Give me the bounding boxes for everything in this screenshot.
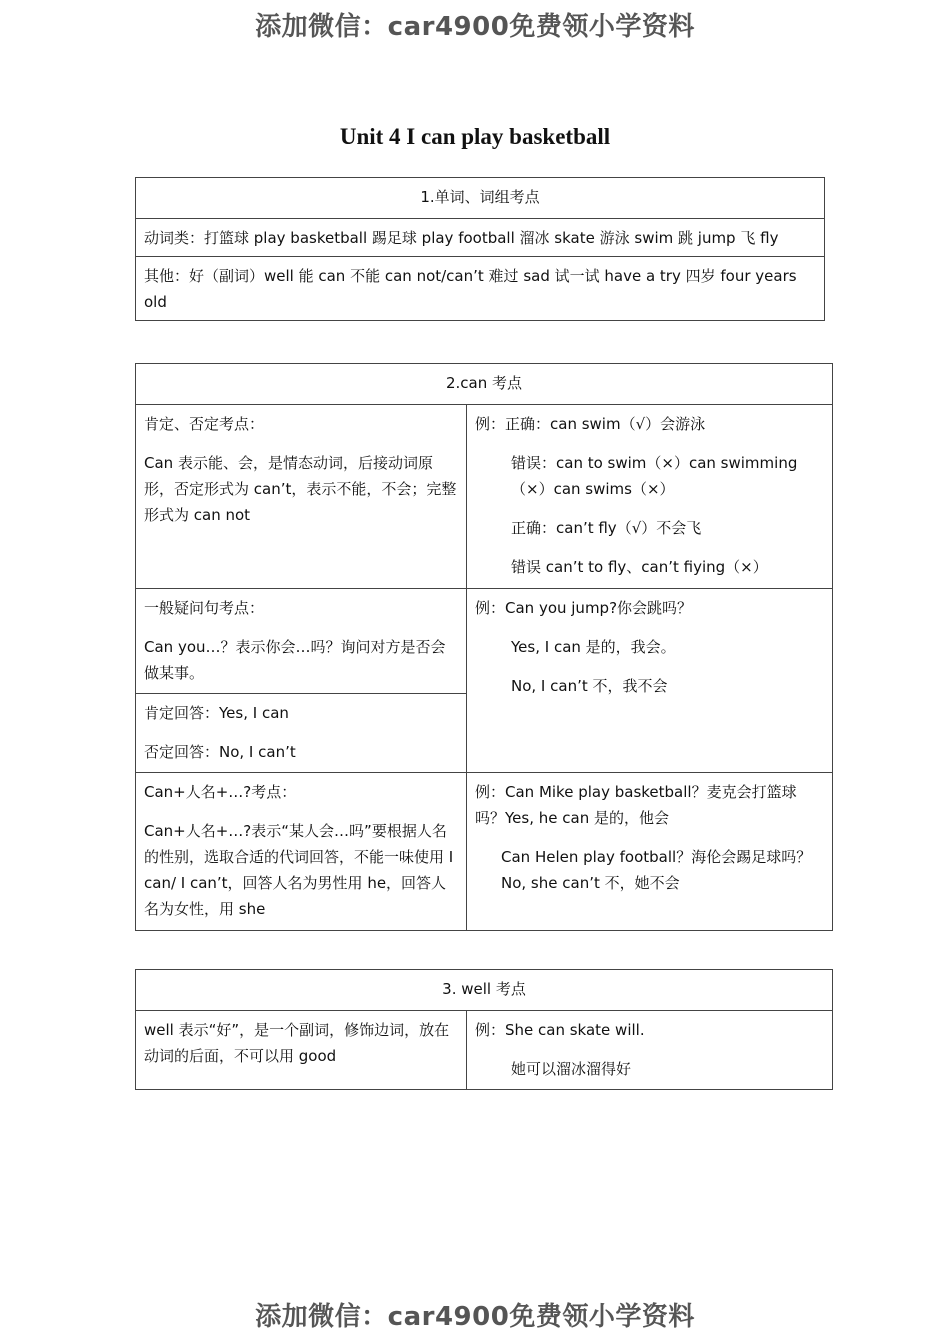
name-question-body: Can+人名+…?表示“某人会…吗”要根据人名的性别，选取合适的代词回答，不能一味使用 I can/ I can’t，回答人名为男性用 he，回答人名为女性，用 she xyxy=(144,822,454,918)
can-example-2: 错误：can to swim（×）can swimming（×）can swims（×） xyxy=(511,454,798,498)
can-example-cell xyxy=(467,405,833,589)
question-rule-title: 一般疑问句考点： xyxy=(144,599,265,617)
answer-rule-cell xyxy=(136,694,467,773)
can-rule-cell xyxy=(136,405,467,589)
well-example-1: 例：She can skate will. xyxy=(475,1021,645,1039)
name-question-example-cell xyxy=(467,773,833,931)
can-table-header: 2.can 考点 xyxy=(136,364,833,405)
can-table xyxy=(135,363,833,931)
name-question-example-2: Can Helen play football？海伦会踢足球吗？No, she can’t 不，她不会 xyxy=(501,848,812,892)
can-rule-title: 肯定、否定考点： xyxy=(144,415,265,433)
question-rule-body: Can you…？表示你会…吗？询问对方是否会做某事。 xyxy=(144,638,446,682)
name-question-example-1: 例：Can Mike play basketball？麦克会打篮球吗？Yes, he can 是的，他会 xyxy=(475,783,797,827)
watermark-bottom: 添加微信：car4900免费领小学资料 xyxy=(255,1302,695,1332)
well-example-cell xyxy=(467,1011,833,1090)
well-rule-body: well 表示“好”，是一个副词，修饰边词，放在动词的后面，不可以用 good xyxy=(144,1021,450,1065)
vocab-verbs-cell: 动词类：打篮球 play basketball 踢足球 play football 溜冰 skate 游泳 swim 跳 jump 飞 fly xyxy=(136,219,825,257)
question-example-cell xyxy=(467,589,833,773)
question-example-3: No, I can’t 不，我不会 xyxy=(511,677,668,695)
vocab-others-cell: 其他：好（副词）well 能 can 不能 can not/can’t 难过 sad 试一试 have a try 四岁 four years old xyxy=(136,257,825,321)
question-example-1: 例：Can you jump?你会跳吗？ xyxy=(475,599,693,617)
page-title: Unit 4 I can play basketball xyxy=(339,124,611,149)
affirmative-answer: 肯定回答：Yes, I can xyxy=(144,704,289,722)
vocab-table xyxy=(135,177,825,321)
can-rule-body: Can 表示能、会，是情态动词，后接动词原形，否定形式为 can’t，表示不能，不会；完整形式为 can not xyxy=(144,454,457,524)
question-rule-cell xyxy=(136,589,467,694)
can-example-1: 例：正确：can swim（√）会游泳 xyxy=(475,415,706,433)
name-question-title: Can+人名+…?考点： xyxy=(144,783,297,801)
negative-answer: 否定回答：No, I can’t xyxy=(144,743,296,761)
well-table-header: 3. well 考点 xyxy=(136,970,833,1011)
watermark-top: 添加微信：car4900免费领小学资料 xyxy=(255,12,695,42)
well-example-2: 她可以溜冰溜得好 xyxy=(511,1060,632,1078)
can-example-3: 正确：can’t fly（√）不会飞 xyxy=(511,519,702,537)
question-example-2: Yes, I can 是的，我会。 xyxy=(511,638,676,656)
can-example-4: 错误 can’t to fly、can’t fiying（×） xyxy=(511,558,768,576)
name-question-rule-cell xyxy=(136,773,467,931)
well-table xyxy=(135,969,833,1090)
well-rule-cell xyxy=(136,1011,467,1090)
vocab-table-header: 1.单词、词组考点 xyxy=(136,178,825,219)
